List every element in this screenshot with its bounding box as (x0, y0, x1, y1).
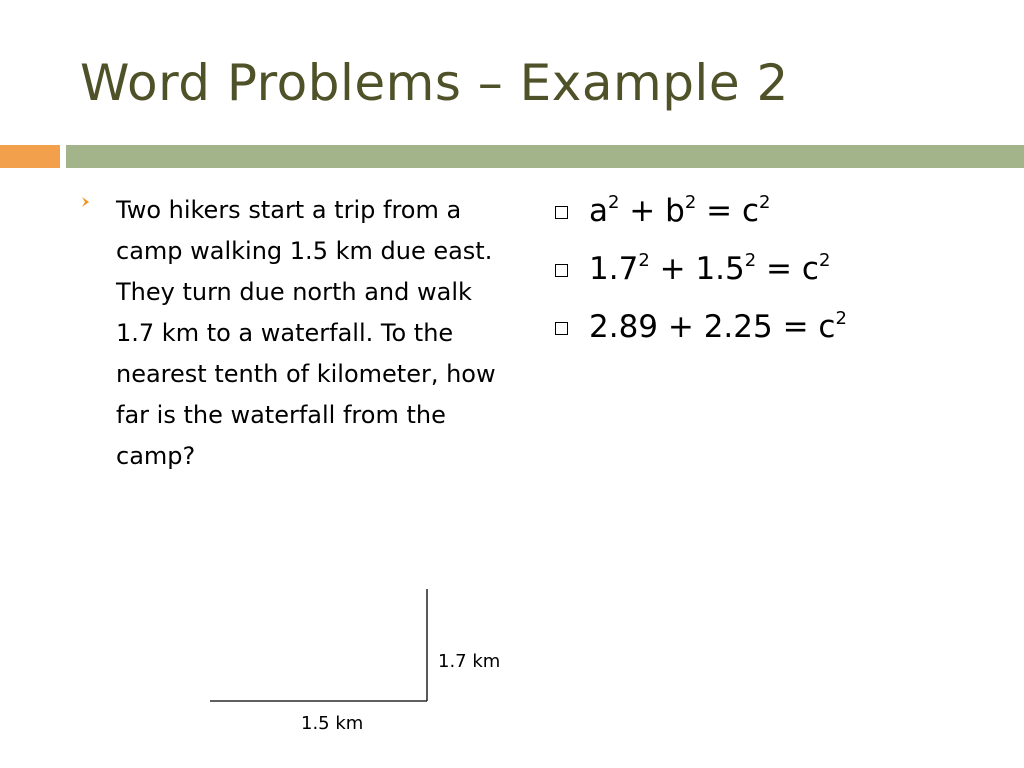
equation-list (555, 188, 995, 362)
title-band (66, 145, 1024, 168)
equation-text: $1.7^2 + 1.5^2 = c^2$ (589, 250, 831, 287)
problem-text: Two hikers start a trip from a camp walking 1.5 km due east. They turn due north and walk 1.7 km to a waterfall. To the nearest tenth of kilometer, how far is the waterfall from the camp? (116, 196, 496, 470)
title-band-accent (0, 145, 60, 168)
equation-item (555, 304, 995, 362)
equation-text: $a^2 + b^2 = c^2$ (589, 192, 771, 229)
slide-title: Word Problems – Example 2 (80, 54, 789, 112)
arrow-bullet-icon (80, 196, 92, 211)
vertical-leg-label: 1.7 km (438, 651, 501, 672)
square-bullet-icon (555, 264, 568, 277)
equation-item (555, 246, 995, 304)
equation-text: $2.89 + 2.25 = c^2$ (589, 308, 847, 345)
horizontal-leg-label: 1.5 km (301, 713, 364, 734)
equation-item (555, 188, 995, 246)
square-bullet-icon (555, 206, 568, 219)
right-triangle-diagram (200, 580, 530, 750)
square-bullet-icon (555, 322, 568, 335)
